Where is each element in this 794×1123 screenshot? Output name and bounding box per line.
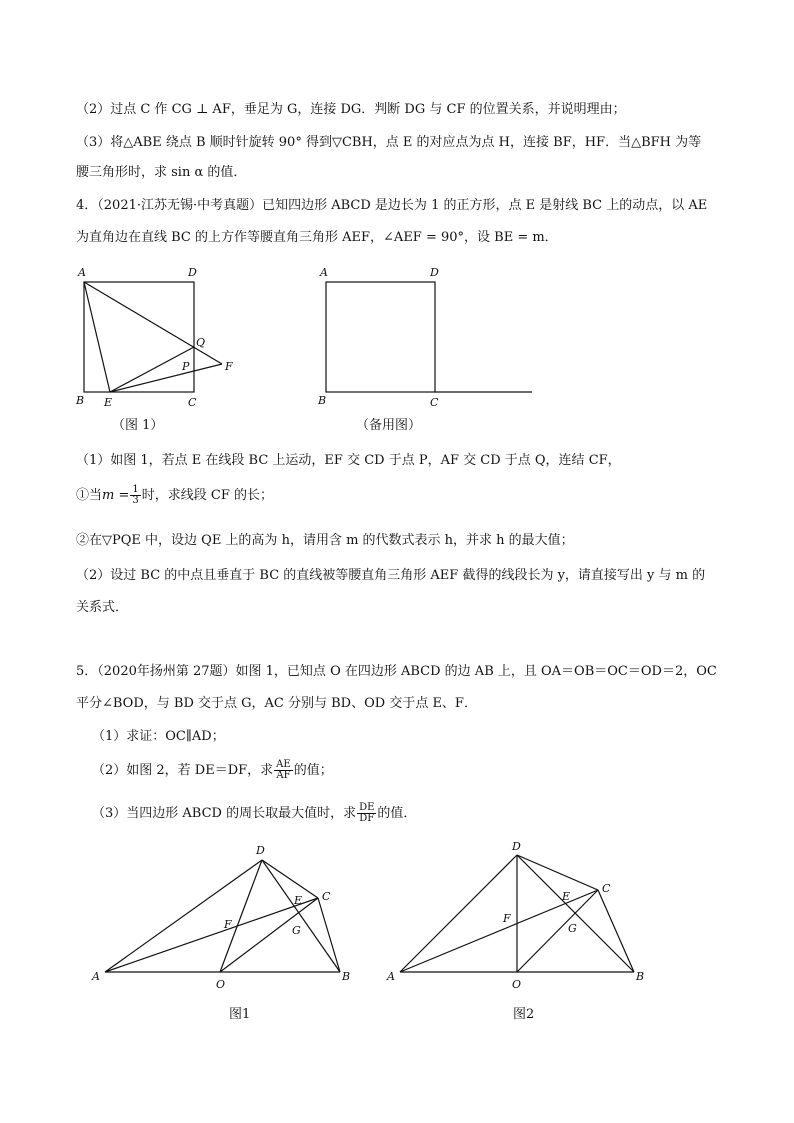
label-d: D <box>256 844 265 857</box>
label-e: E <box>294 894 303 907</box>
segment-af <box>84 282 222 364</box>
problem4-part2-line1: （2）设过 BC 的中点且垂直于 BC 的直线被等腰直角三角形 AEF 截得的线段长为 y，请直接写出 y 与 m 的 <box>76 568 706 583</box>
problem4-part2-line2: 关系式． <box>76 600 129 615</box>
label-q: Q <box>196 336 206 349</box>
segment-ef <box>110 364 222 392</box>
figure-4-2-caption: （备用图） <box>356 418 422 433</box>
segment-od <box>220 860 262 972</box>
label-b: B <box>342 970 351 983</box>
label-p: P <box>182 360 190 373</box>
figure-4-2 <box>312 262 542 412</box>
segment-oc <box>517 890 598 972</box>
fraction-de-df: $\frac{DE}{DF}$ <box>359 802 375 824</box>
problem4-title-line2: 为直角边在直线 BC 的上方作等腰直角三角形 AEF，∠AEF = 90°，设 BE = m． <box>76 230 558 245</box>
segment-oc <box>220 898 318 972</box>
fraction-one-third: $\frac{1}{3}$ <box>132 484 139 506</box>
label-a: A <box>387 970 395 983</box>
segment-bd <box>262 860 340 972</box>
label-b: B <box>76 394 85 407</box>
segment-ad <box>105 860 262 972</box>
figure-5-1-caption: 图1 <box>229 1007 251 1022</box>
label-e: E <box>104 396 113 409</box>
label-g: G <box>568 922 577 935</box>
segment-ad <box>400 855 517 972</box>
problem3-part2: （2）过点 C 作 CG ⊥ AF，垂足为 G，连接 DG．判断 DG 与 CF 的位置关系，并说明理由； <box>76 102 626 117</box>
label-c: C <box>602 882 611 895</box>
figure-5-1 <box>90 840 370 1000</box>
label-e: E <box>562 890 571 903</box>
label-f: F <box>224 918 232 931</box>
label-d: D <box>188 266 197 279</box>
figure-4-1-caption: （图 1） <box>112 418 164 433</box>
problem5-title-line2: 平分∠BOD，与 BD 交于点 G，AC 分别与 BD、OD 交于点 E、F． <box>76 696 477 711</box>
segment-cb <box>318 898 340 972</box>
problem3-part3-line2: 腰三角形时，求 sin α 的值． <box>76 165 247 180</box>
label-o: O <box>512 978 522 991</box>
figure-4-1 <box>70 262 250 432</box>
label-a: A <box>92 970 100 983</box>
label-o: O <box>216 978 226 991</box>
problem5-title-line1: 5．（2020年扬州第 27题）如图 1，已知点 O 在四边形 ABCD 的边 AB 上，且 OA＝OB＝OC＝OD＝2，OC <box>76 664 717 679</box>
problem4-part1-a: ①当m = $\frac{1}{3}$ 时，求线段 CF 的长； <box>76 484 273 506</box>
label-f: F <box>503 912 511 925</box>
problem4-title-line1: 4．（2021·江苏无锡·中考真题）已知四边形 ABCD 是边长为 1 的正方形，点 E 是射线 BC 上的动点，以 AE <box>76 198 708 213</box>
label-d: D <box>430 266 439 279</box>
label-a: A <box>320 266 328 279</box>
label-b: B <box>318 394 327 407</box>
square-abcd-spare <box>326 282 435 392</box>
segment-dc <box>517 855 598 890</box>
label-c: C <box>188 396 197 409</box>
label-d: D <box>512 840 521 853</box>
label-a: A <box>78 266 86 279</box>
label-c: C <box>322 890 331 903</box>
label-f: F <box>225 360 233 373</box>
label-g: G <box>292 924 301 937</box>
segment-cb <box>598 890 634 972</box>
segment-ae <box>84 282 110 392</box>
label-c: C <box>430 396 439 409</box>
figure-5-2-caption: 图2 <box>513 1007 535 1022</box>
problem3-part3-line1: （3）将△ABE 绕点 B 顺时针旋转 90° 得到▽CBH，点 E 的对应点为点 H，连接 BF，HF．当△BFH 为等 <box>76 135 702 150</box>
figure-5-2 <box>384 838 664 998</box>
problem5-part3: （3）当四边形 ABCD 的周长取最大值时，求 $\frac{DE}{DF}$ 的值． <box>92 802 417 824</box>
segment-ac <box>105 898 318 972</box>
segment-dc <box>262 860 318 898</box>
problem4-part1: （1）如图 1，若点 E 在线段 BC 上运动，EF 交 CD 于点 P，AF 交 CD 于点 Q，连结 CF， <box>76 453 621 468</box>
problem5-part2: （2）如图 2，若 DE＝DF，求 $\frac{AE}{AF}$ 的值； <box>92 759 333 781</box>
problem4-part1-b: ②在▽PQE 中，设边 QE 上的高为 h，请用含 m 的代数式表示 h，并求 h 的最大值； <box>76 533 574 548</box>
problem5-part1: （1）求证：OC∥AD； <box>92 729 225 744</box>
fraction-ae-af: $\frac{AE}{AF}$ <box>276 759 291 781</box>
label-b: B <box>636 970 645 983</box>
